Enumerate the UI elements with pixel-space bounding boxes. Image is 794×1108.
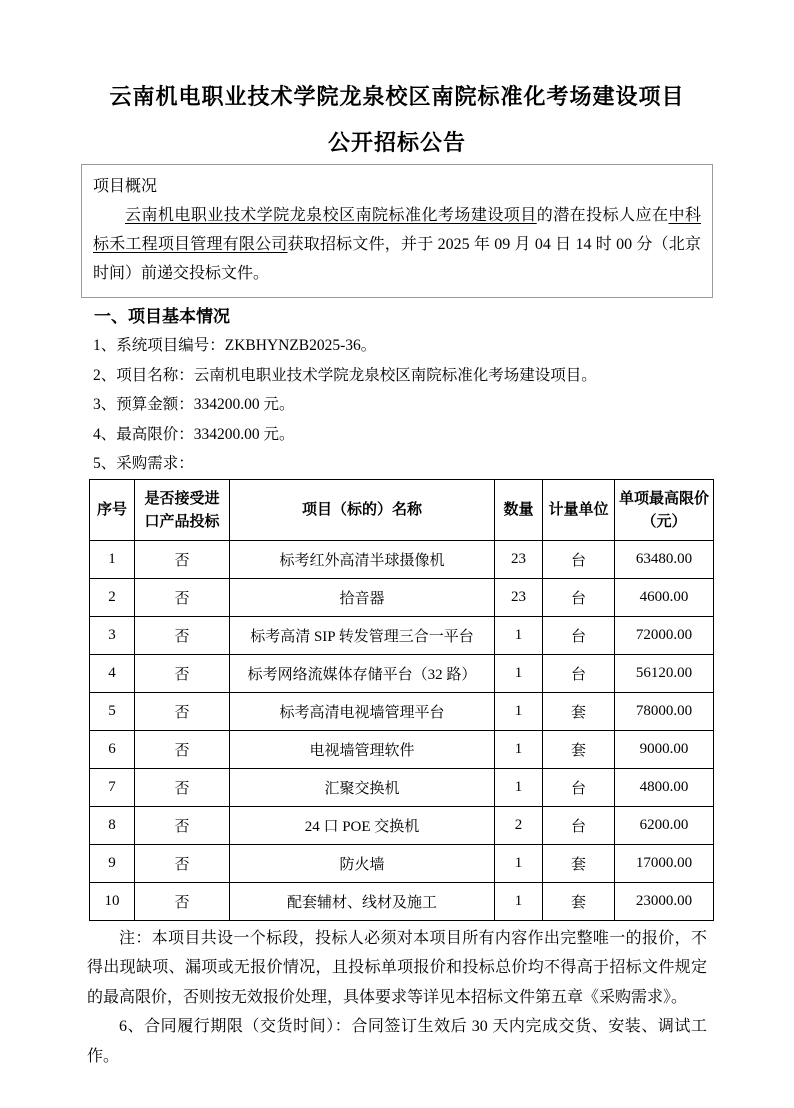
table-cell: 23 [495,540,543,578]
overview-heading: 项目概况 [93,178,158,195]
table-row [90,654,714,692]
table-cell: 6200.00 [615,806,714,844]
table-cell: 23 [495,578,543,616]
table-cell: 否 [135,616,230,654]
table-cell: 否 [135,578,230,616]
overview-agency-name: 中科标禾工程项目管理有限公司 [93,207,701,253]
table-row [90,768,714,806]
table-cell: 10 [90,882,135,920]
table-row [90,806,714,844]
list-item: 4、最高限价：334200.00 元。 [93,425,295,443]
table-cell: 否 [135,654,230,692]
table-cell: 1 [495,730,543,768]
table-row [90,540,714,578]
table-cell: 1 [90,540,135,578]
table-cell: 配套辅材、线材及施工 [230,882,495,920]
overview-paragraph [93,201,701,288]
doc-subtitle: 公开招标公告 [327,130,466,155]
table-cell: 套 [543,692,615,730]
table-cell: 标考红外高清半球摄像机 [230,540,495,578]
table-note: 注：本项目共设一个标段，投标人必须对本项目所有内容作出完整唯一的报价，不得出现缺项、漏项或无报价情况，且投标单项报价和投标总价均不得高于招标文件规定的最高限价，否则按无效报价处理，具体要求等详见本招标文件第五章《采购需求》。 [87,929,707,1006]
table-cell: 4800.00 [615,768,714,806]
table-header-cell: 计量单位 [543,479,615,540]
table-cell: 台 [543,578,615,616]
table-cell: 汇聚交换机 [230,768,495,806]
table-cell: 78000.00 [615,692,714,730]
table-row [90,844,714,882]
table-cell: 否 [135,768,230,806]
table-cell: 9000.00 [615,730,714,768]
table-cell: 台 [543,540,615,578]
table-cell: 7 [90,768,135,806]
table-cell: 56120.00 [615,654,714,692]
table-cell: 72000.00 [615,616,714,654]
list-item: 1、系统项目编号：ZKBHYNZB2025-36。 [93,337,377,354]
table-cell: 1 [495,844,543,882]
table-cell: 23000.00 [615,882,714,920]
table-cell: 台 [543,616,615,654]
table-cell: 否 [135,692,230,730]
table-cell: 24 口 POE 交换机 [230,806,495,844]
project-overview-box [81,164,713,298]
table-cell: 电视墙管理软件 [230,730,495,768]
table-cell: 否 [135,844,230,882]
table-cell: 套 [543,844,615,882]
table-header-row [90,479,714,540]
procurement-table [89,479,714,921]
table-header-cell: 序号 [90,479,135,540]
table-cell: 5 [90,692,135,730]
table-cell: 台 [543,654,615,692]
section-heading-basic-info: 一、项目基本情况 [94,307,230,326]
contract-period-item: 6、合同履行期限（交货时间）：合同签订生效后 30 天内完成交货、安装、调试工作。 [87,1018,707,1065]
table-row [90,578,714,616]
table-header-cell: 数量 [495,479,543,540]
table-cell: 台 [543,806,615,844]
table-header-cell: 项目（标的）名称 [230,479,495,540]
table-cell: 套 [543,882,615,920]
table-cell: 9 [90,844,135,882]
table-cell: 标考高清 SIP 转发管理三合一平台 [230,616,495,654]
table-cell: 否 [135,806,230,844]
table-header-cell: 单项最高限价（元） [615,479,714,540]
table-cell: 否 [135,730,230,768]
list-item: 5、采购需求： [93,455,194,472]
table-cell: 防火墙 [230,844,495,882]
table-row [90,616,714,654]
table-cell: 8 [90,806,135,844]
table-cell: 6 [90,730,135,768]
table-cell: 1 [495,768,543,806]
table-cell: 1 [495,882,543,920]
table-cell: 3 [90,616,135,654]
table-cell: 1 [495,654,543,692]
table-cell: 4600.00 [615,578,714,616]
table-cell: 2 [495,806,543,844]
table-cell: 标考网络流媒体存储平台（32 路） [230,654,495,692]
doc-title: 云南机电职业技术学院龙泉校区南院标准化考场建设项目 [109,84,685,109]
table-cell: 1 [495,616,543,654]
table-row [90,730,714,768]
table-header-cell: 是否接受进口产品投标 [135,479,230,540]
table-row [90,692,714,730]
table-cell: 1 [495,692,543,730]
overview-text-1: 的潜在投标人应在 [536,207,669,224]
table-cell: 拾音器 [230,578,495,616]
list-item: 2、项目名称：云南机电职业技术学院龙泉校区南院标准化考场建设项目。 [93,366,597,384]
list-item: 3、预算金额：334200.00 元。 [93,396,295,413]
table-cell: 2 [90,578,135,616]
table-row [90,882,714,920]
overview-text-2: 获取招标文件，并于 2025 年 09 月 04 日 14 时 00 分（北京时间）前递交投标文件。 [93,236,701,282]
table-cell: 标考高清电视墙管理平台 [230,692,495,730]
table-cell: 否 [135,882,230,920]
table-cell: 63480.00 [615,540,714,578]
table-cell: 否 [135,540,230,578]
table-cell: 台 [543,768,615,806]
table-body [90,540,714,920]
table-cell: 17000.00 [615,844,714,882]
overview-project-name: 云南机电职业技术学院龙泉校区南院标准化考场建设项目 [125,207,537,224]
table-cell: 4 [90,654,135,692]
table-cell: 套 [543,730,615,768]
basic-info-list [93,331,713,479]
